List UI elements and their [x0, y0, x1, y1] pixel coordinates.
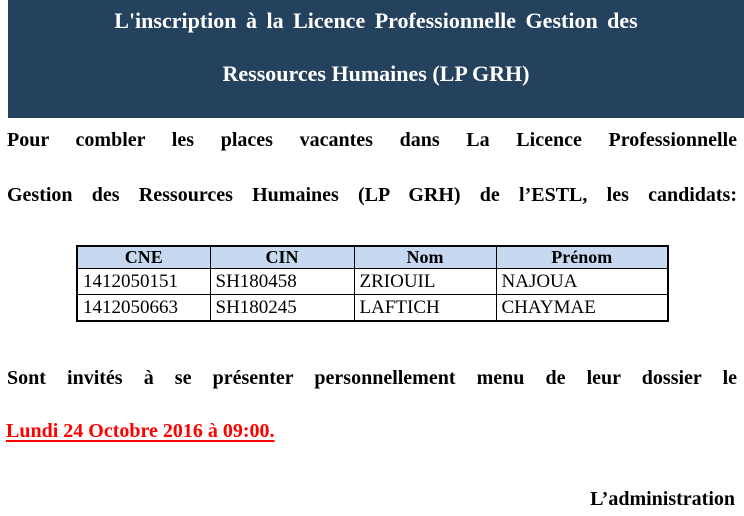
column-header-prenom: Prénom — [496, 246, 668, 269]
table-row — [77, 269, 668, 295]
banner-title-line1: L'inscription à la Licence Professionnelle Gestion des — [114, 8, 638, 33]
table-row — [77, 295, 668, 322]
cell-cne: 1412050151 — [77, 269, 210, 295]
cell-cne: 1412050663 — [77, 295, 210, 322]
banner-title-line2: Ressources Humaines (LP GRH) — [222, 61, 530, 86]
column-header-cne: CNE — [77, 246, 210, 269]
intro-paragraph-line1: Pour combler les places vacantes dans La Licence Professionnelle — [7, 129, 737, 151]
cell-prenom: CHAYMAE — [496, 295, 668, 322]
appointment-date: Lundi 24 Octobre 2016 à 09:00. — [6, 420, 275, 442]
column-header-cin: CIN — [210, 246, 354, 269]
cell-cin: SH180245 — [210, 295, 354, 322]
cell-cin: SH180458 — [210, 269, 354, 295]
cell-nom: ZRIOUIL — [354, 269, 496, 295]
signature-administration: L’administration — [590, 488, 735, 510]
intro-paragraph-line2: Gestion des Ressources Humaines (LP GRH) de l’ESTL, les candidats: — [7, 184, 737, 206]
cell-prenom: NAJOUA — [496, 269, 668, 295]
column-header-nom: Nom — [354, 246, 496, 269]
table-header-row — [77, 246, 668, 269]
outro-paragraph-line1: Sont invités à se présenter personnellement menu de leur dossier le — [7, 367, 737, 389]
candidates-table — [76, 245, 669, 322]
cell-nom: LAFTICH — [354, 295, 496, 322]
announcement-title-banner — [8, 0, 744, 118]
